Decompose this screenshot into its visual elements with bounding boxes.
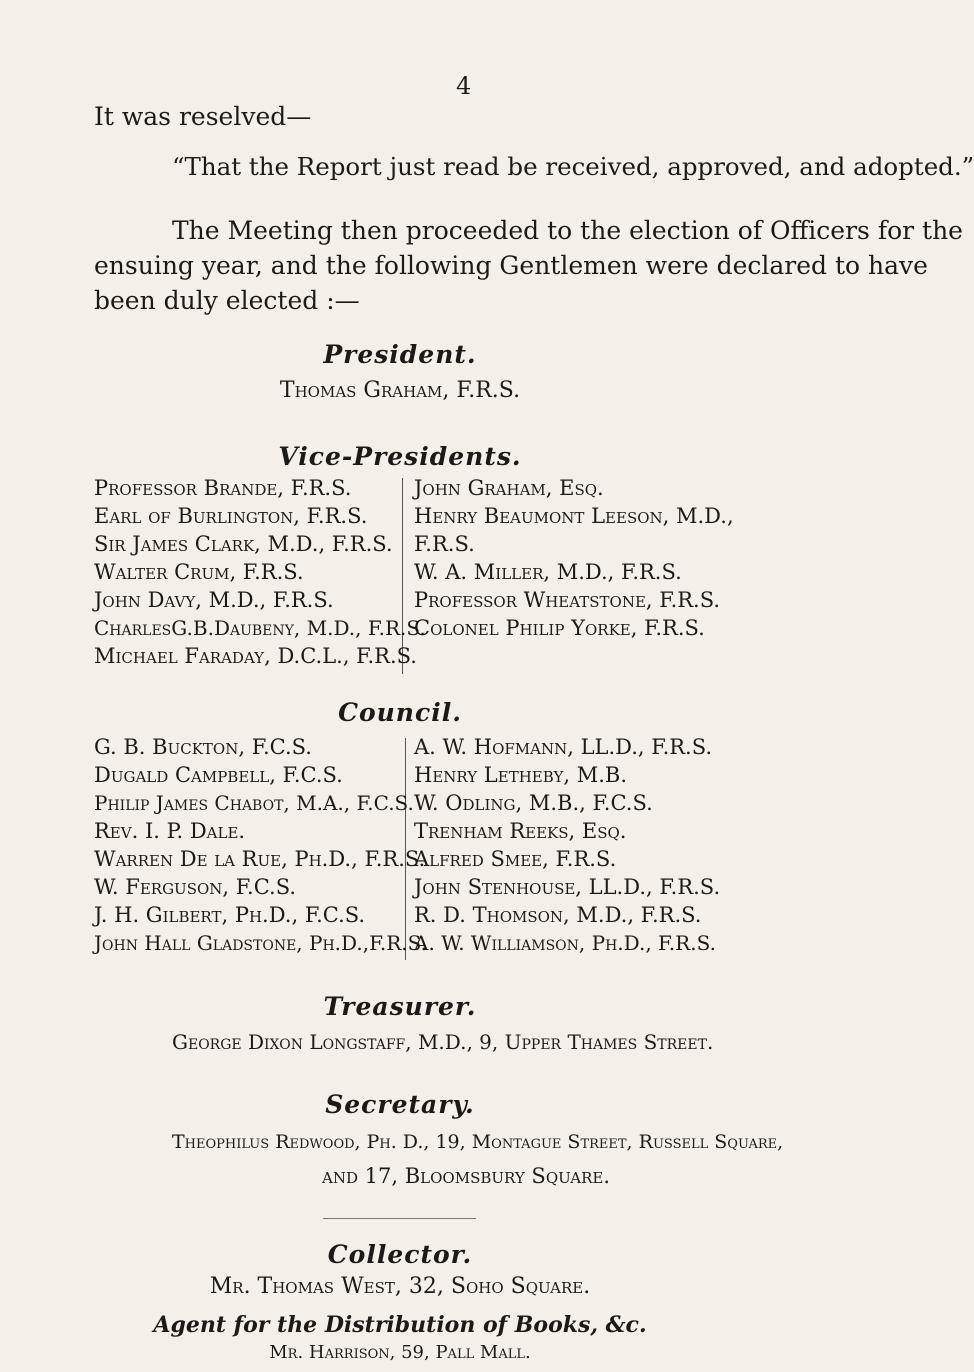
meeting-line-1: The Meeting then proceeded to the election of Officers for the [172, 216, 963, 245]
treasurer-text: George Dixon Longstaff, M.D., 9, Upper Thames Street. [172, 1030, 714, 1054]
council-right-6: John Stenhouse, LL.D., F.R.S. [414, 875, 721, 899]
vp-right-2: Henry Beaumont Leeson, M.D., [414, 504, 734, 528]
secretary-line-2: and 17, Bloomsbury Square. [322, 1164, 611, 1188]
council-left-3: Philip James Chabot, M.A., F.C.S. [94, 791, 414, 815]
council-right-2: Henry Letheby, M.B. [414, 763, 628, 787]
council-right-8: A. W. Williamson, Ph.D., F.R.S. [414, 931, 716, 955]
vp-left-3: Sir James Clark, M.D., F.R.S. [94, 532, 393, 556]
secretary-line-1: Theophilus Redwood, Ph. D., 19, Montague Street, Russell Square, [172, 1131, 784, 1153]
council-left-1: G. B. Buckton, F.C.S. [94, 735, 312, 759]
council-right-3: W. Odling, M.B., F.C.S. [414, 791, 653, 815]
council-right-5: Alfred Smee, F.R.S. [414, 847, 617, 871]
meeting-line-2: ensuing year, and the following Gentlemen were declared to have [94, 251, 928, 280]
council-right-4: Trenham Reeks, Esq. [414, 819, 627, 843]
council-left-8: John Hall Gladstone, Ph.D.,F.R.S. [94, 931, 427, 955]
page-number: 4 [456, 72, 472, 100]
vp-left-1: Professor Brande, F.R.S. [94, 476, 352, 500]
vp-right-4: W. A. Miller, M.D., F.R.S. [414, 560, 682, 584]
resolved-line: It was reselved— [94, 102, 312, 131]
agent-heading: Agent for the Distribution of Books, &c. [153, 1312, 647, 1338]
vp-left-7: Michael Faraday, D.C.L., F.R.S. [94, 644, 417, 668]
section-divider [323, 1218, 476, 1219]
council-right-1: A. W. Hofmann, LL.D., F.R.S. [414, 735, 713, 759]
collector-heading: Collector. [327, 1240, 473, 1269]
vp-left-5: John Davy, M.D., F.R.S. [94, 588, 334, 612]
vp-right-3: F.R.S. [414, 532, 475, 556]
vp-right-1: John Graham, Esq. [414, 476, 604, 500]
vp-right-6: Colonel Philip Yorke, F.R.S. [414, 616, 705, 640]
vp-left-6: CharlesG.B.Daubeny, M.D., F.R.S. [94, 616, 426, 640]
council-left-4: Rev. I. P. Dale. [94, 819, 246, 843]
vp-right-5: Professor Wheatstone, F.R.S. [414, 588, 721, 612]
collector-text: Mr. Thomas West, 32, Soho Square. [209, 1274, 591, 1299]
meeting-line-3: been duly elected :— [94, 286, 360, 315]
council-heading: Council. [338, 698, 462, 727]
council-left-6: W. Ferguson, F.C.S. [94, 875, 297, 899]
vp-left-4: Walter Crum, F.R.S. [94, 560, 304, 584]
council-left-2: Dugald Campbell, F.C.S. [94, 763, 343, 787]
president-heading: President. [323, 340, 477, 369]
president-name: Thomas Graham, F.R.S. [279, 378, 521, 403]
treasurer-heading: Treasurer. [323, 992, 477, 1021]
council-right-7: R. D. Thomson, M.D., F.R.S. [414, 903, 702, 927]
vp-left-2: Earl of Burlington, F.R.S. [94, 504, 368, 528]
vice-presidents-heading: Vice-Presidents. [278, 442, 522, 471]
council-left-7: J. H. Gilbert, Ph.D., F.C.S. [94, 903, 366, 927]
secretary-heading: Secretary. [325, 1090, 475, 1119]
agent-text: Mr. Harrison, 59, Pall Mall. [269, 1342, 531, 1363]
council-left-5: Warren De la Rue, Ph.D., F.R.S. [94, 847, 426, 871]
resolution-text: “That the Report just read be received, approved, and adopted.” [172, 152, 974, 181]
